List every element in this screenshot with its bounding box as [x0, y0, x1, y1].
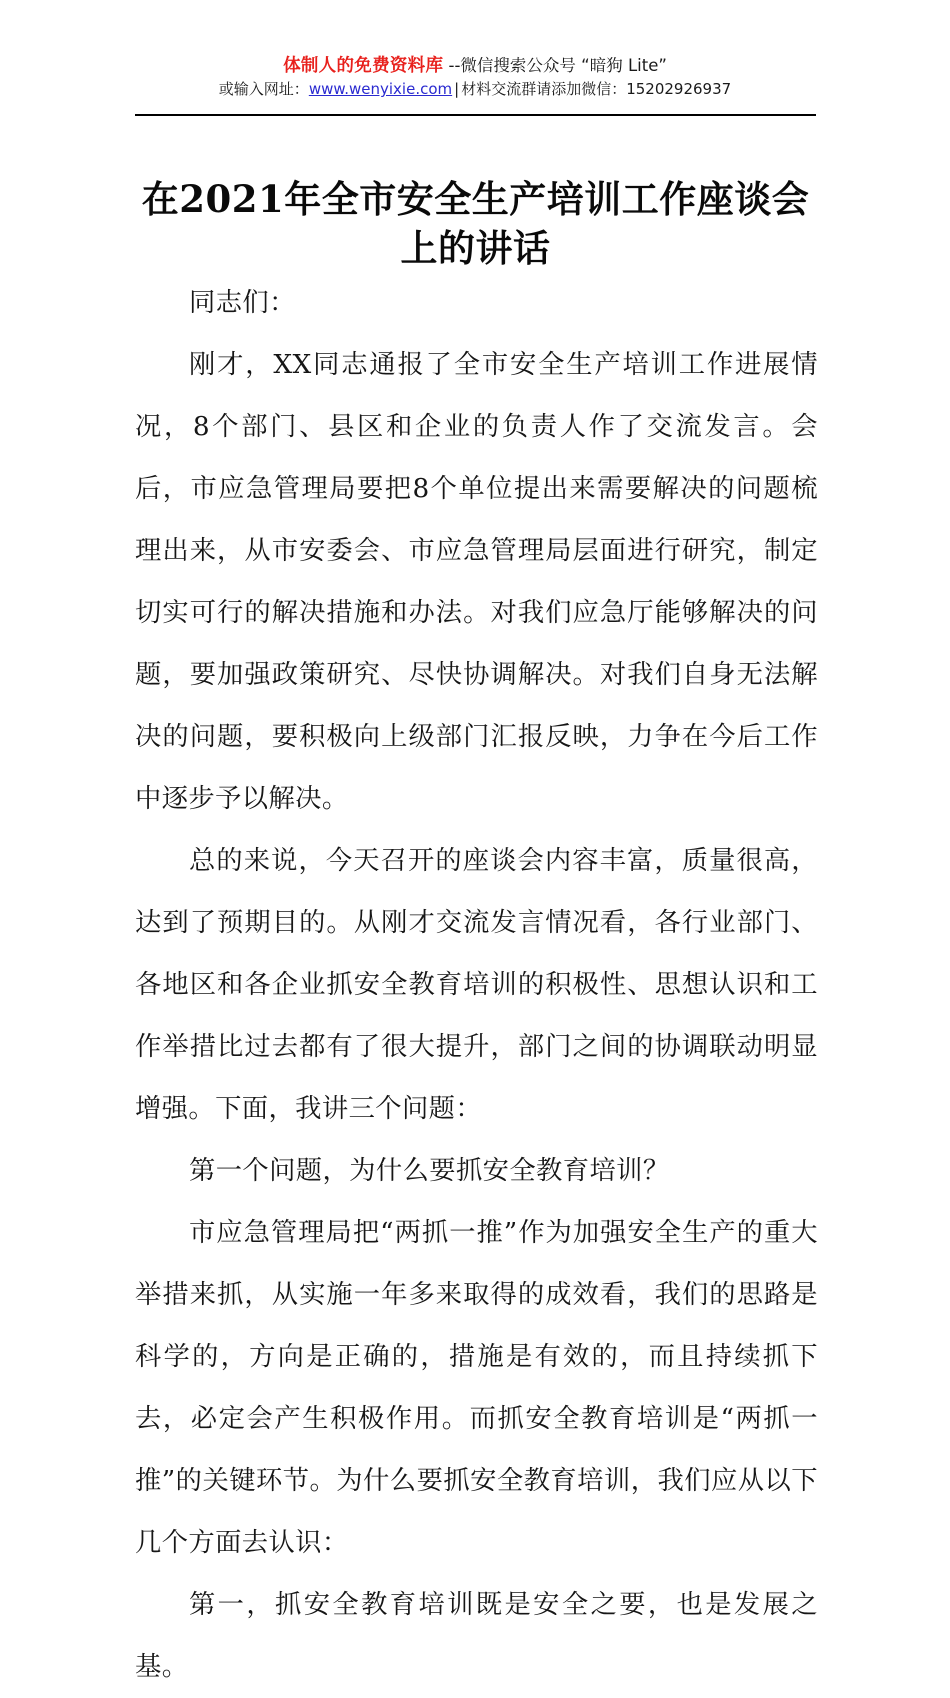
promo-header — [0, 54, 950, 101]
promo-separator: | — [454, 80, 460, 99]
page-title: 在2021年全市安全生产培训工作座谈会上的讲话 — [141, 176, 810, 270]
paragraph-point-1: 第一，抓安全教育培训既是安全之要，也是发展之基。 — [135, 1590, 818, 1682]
promo-brand-label: 体制人的免费资料库 — [283, 56, 444, 76]
paragraph-body-1: 刚才，XX同志通报了全市安全生产培训工作进展情况，8个部门、县区和企业的负责人作了交流发言。会后，市应急管理局要把8个单位提出来需要解决的问题梳理出来，从市安委会、市应急管理局层面进行研究，制定切实可行的解决措施和办法。对我们应急厅能够解决的问题，要加强政策研究、尽快协调解决。对我们自身无法解决的问题，要积极向上级部门汇报反映，力争在今后工作中逐步予以解决。 — [135, 350, 818, 814]
promo-header-line-2 — [0, 79, 950, 101]
paragraph-question-1: 第一个问题，为什么要抓安全教育培训？ — [189, 1156, 670, 1186]
document-body — [135, 272, 818, 1698]
header-divider — [135, 114, 816, 116]
promo-wechat-contact: 材料交流群请添加微信：15202926937 — [461, 80, 732, 99]
promo-header-line-1 — [0, 54, 950, 79]
promo-website-prefix: 或输入网址： — [218, 80, 309, 99]
paragraph-body-2: 总的来说，今天召开的座谈会内容丰富，质量很高，达到了预期目的。从刚才交流发言情况看，各行业部门、各地区和各企业抓安全教育培训的积极性、思想认识和工作举措比过去都有了很大提升，部门之间的协调联动明显增强。下面，我讲三个问题： — [135, 846, 818, 1124]
promo-brand-suffix: --微信搜索公众号 “暗狗 Lite” — [443, 56, 667, 75]
promo-website-link[interactable]: www.wenyixie.com — [308, 80, 453, 99]
paragraph-body-3: 市应急管理局把“两抓一推”作为加强安全生产的重大举措来抓，从实施一年多来取得的成效看，我们的思路是科学的，方向是正确的，措施是有效的，而且持续抓下去，必定会产生积极作用。而抓安全教育培训是“两抓一推”的关键环节。为什么要抓安全教育培训，我们应从以下几个方面去认识： — [135, 1218, 818, 1558]
paragraph-salutation: 同志们： — [189, 288, 296, 318]
